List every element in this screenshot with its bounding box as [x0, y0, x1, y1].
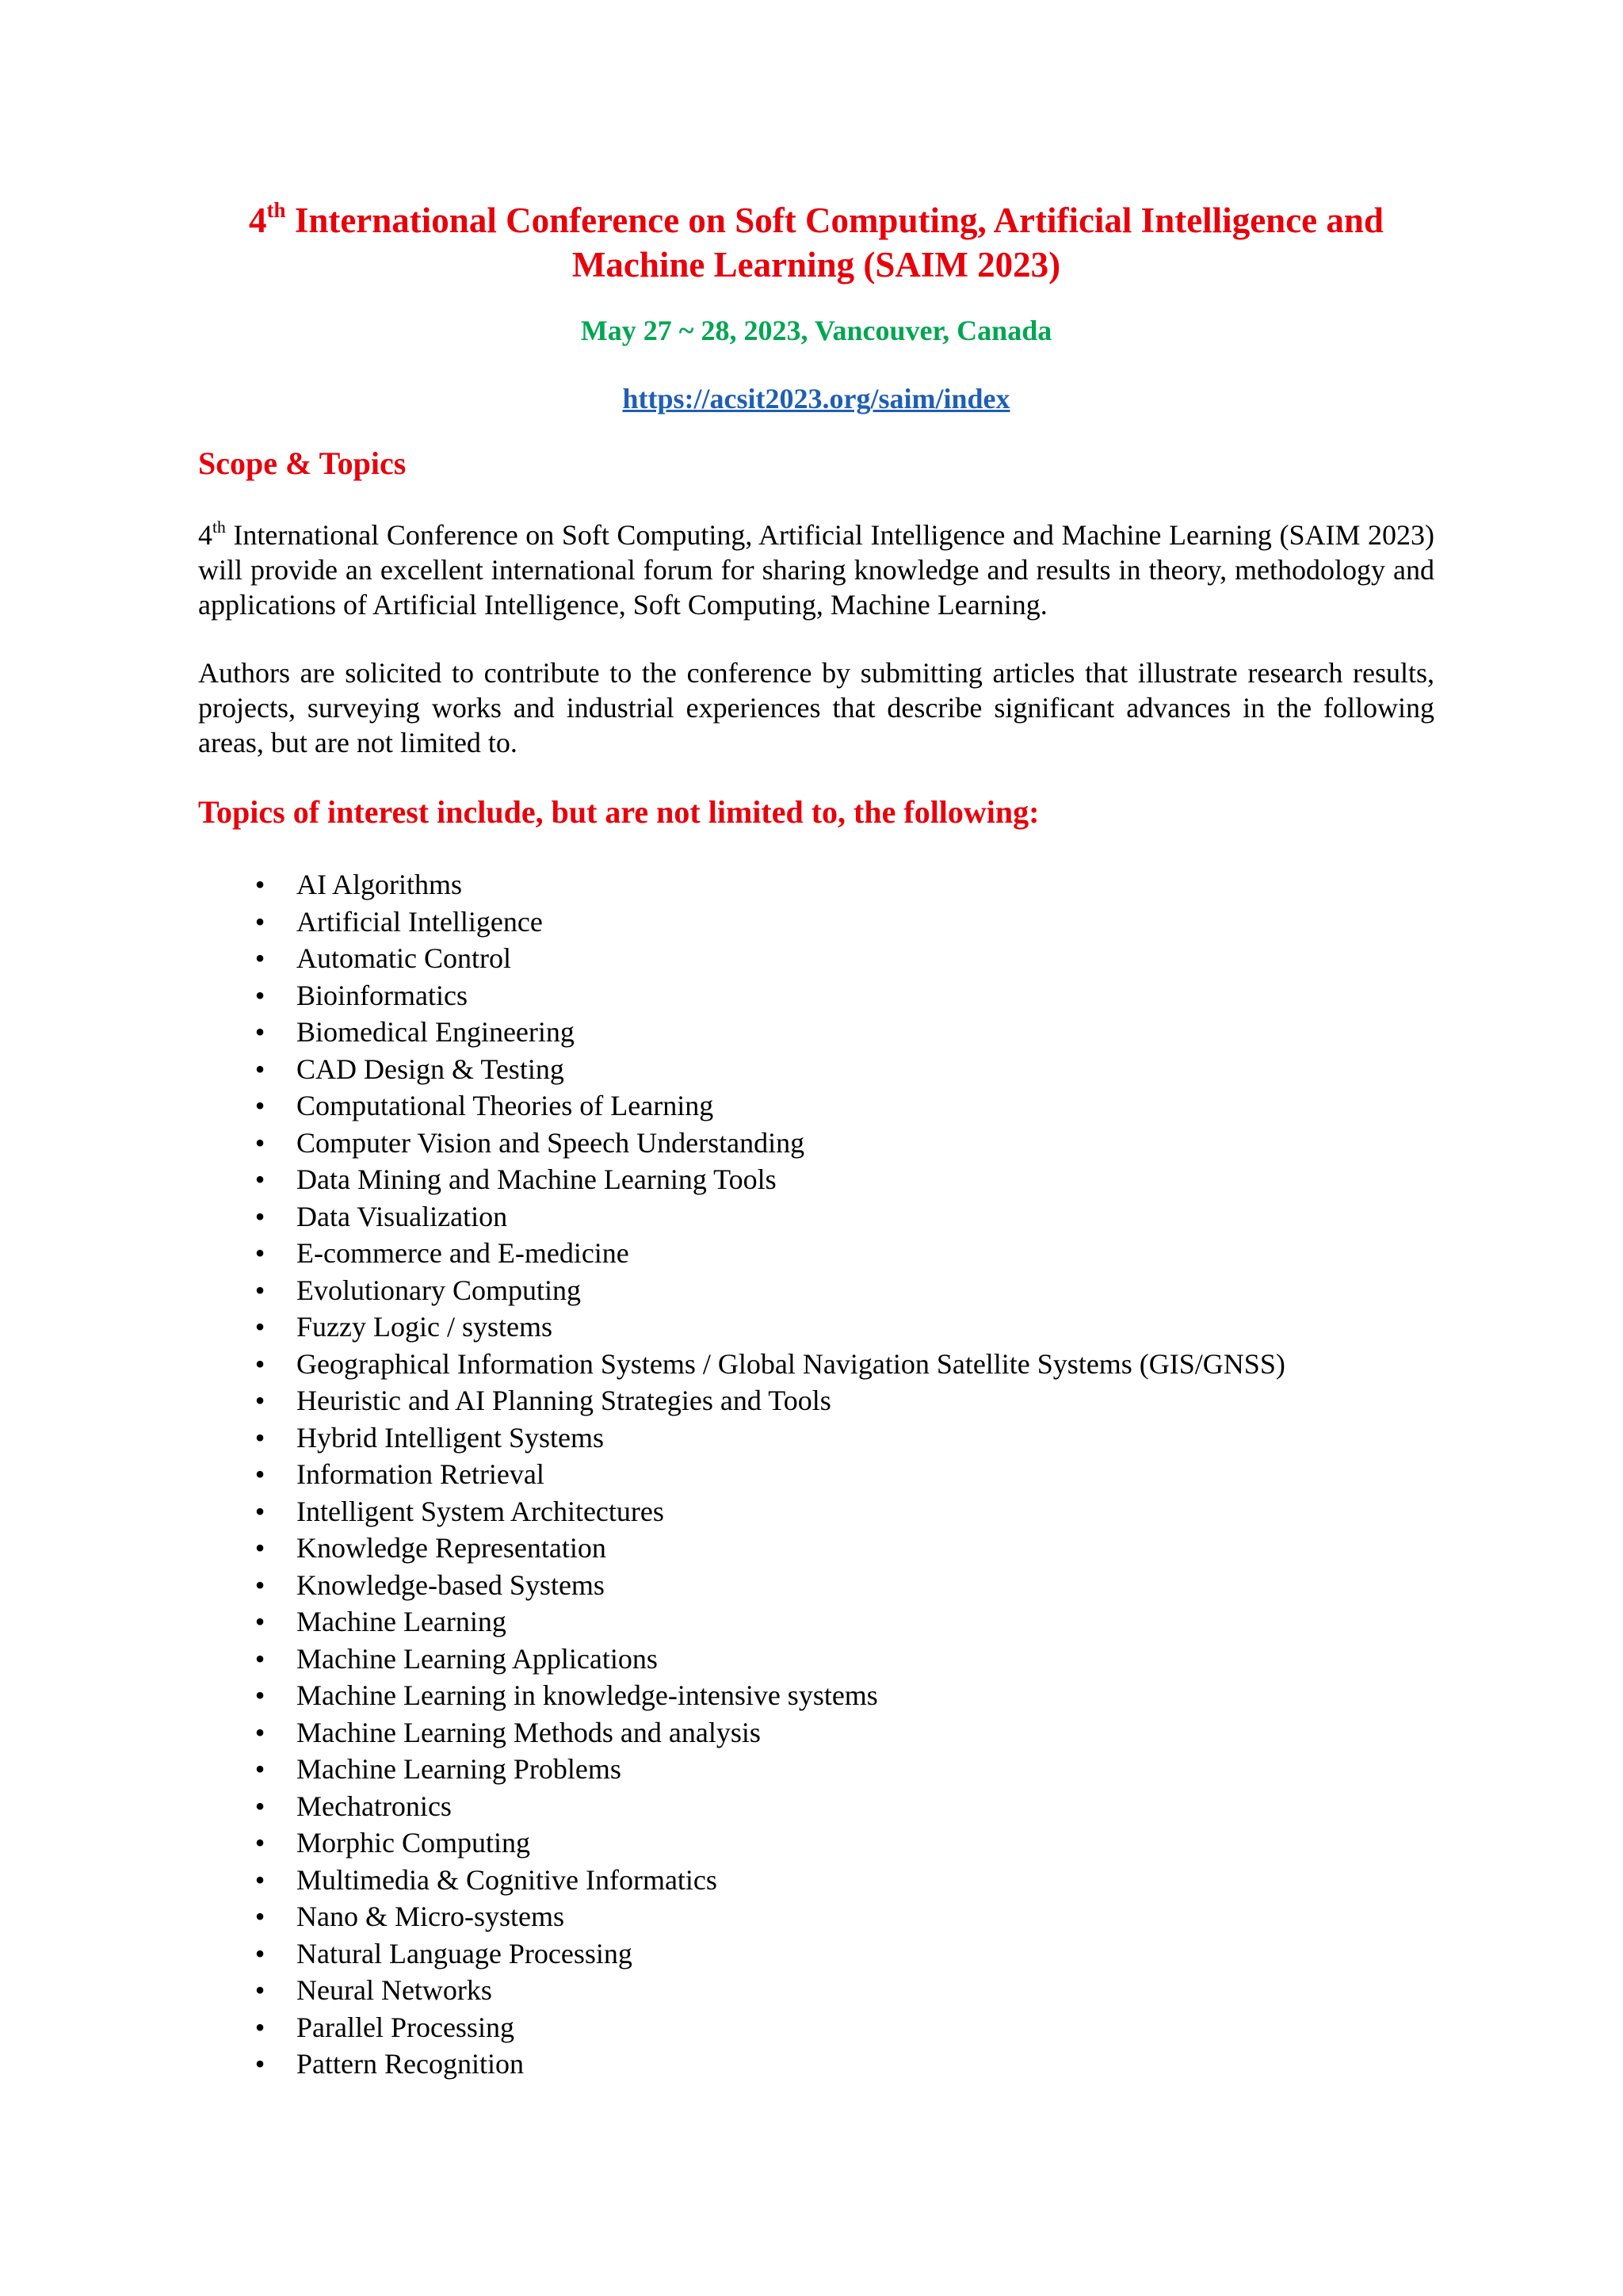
topic-label: Natural Language Processing: [296, 1937, 632, 1969]
conference-url-link[interactable]: https://acsit2023.org/saim/index: [622, 383, 1010, 415]
topic-list-item: [198, 866, 1434, 904]
title-text: International Conference on Soft Computing, Artificial Intelligence and Machine Learning (SAIM 2023): [285, 201, 1384, 285]
topic-list-item: [198, 1824, 1434, 1862]
topic-label: Morphic Computing: [296, 1827, 530, 1859]
bullet-icon: •: [254, 1753, 265, 1785]
topic-list-item: [198, 1419, 1434, 1457]
scope-heading: Scope & Topics: [198, 445, 407, 481]
bullet-icon: •: [254, 1090, 265, 1121]
topic-list-item: [198, 1714, 1434, 1752]
bullet-icon: •: [254, 1016, 265, 1048]
topic-label: Automatic Control: [296, 942, 511, 974]
bullet-icon: •: [254, 905, 265, 938]
bullet-icon: •: [254, 1827, 265, 1859]
topic-list-item: [198, 1456, 1434, 1493]
bullet-icon: •: [254, 1495, 265, 1527]
topic-label: Knowledge-based Systems: [296, 1568, 605, 1601]
topic-label: Fuzzy Logic / systems: [296, 1311, 552, 1343]
topic-list-item: [198, 1493, 1434, 1530]
topic-label: Multimedia & Cognitive Informatics: [296, 1863, 717, 1896]
topic-label: Machine Learning: [296, 1606, 506, 1637]
bullet-icon: •: [254, 979, 265, 1011]
topic-list-item: [198, 1198, 1434, 1236]
topic-label: Evolutionary Computing: [296, 1274, 581, 1306]
topic-list-item: [198, 1346, 1434, 1383]
topic-list-item: [198, 1935, 1434, 1973]
topic-label: Nano & Micro-systems: [296, 1901, 564, 1932]
topic-label: CAD Design & Testing: [296, 1052, 564, 1085]
bullet-icon: •: [254, 869, 265, 900]
topic-list-item: [198, 1308, 1434, 1346]
topic-list-item: [198, 1051, 1434, 1088]
topic-label: Hybrid Intelligent Systems: [296, 1421, 604, 1454]
topic-label: Data Mining and Machine Learning Tools: [296, 1163, 777, 1195]
topic-label: Computer Vision and Speech Understanding: [296, 1126, 805, 1159]
bullet-icon: •: [254, 1863, 265, 1896]
bullet-icon: •: [254, 1679, 265, 1711]
bullet-icon: •: [254, 1237, 265, 1269]
topic-label: Machine Learning in knowledge-intensive systems: [296, 1679, 878, 1711]
bullet-icon: •: [254, 1790, 265, 1822]
topic-list-item: [198, 1161, 1434, 1198]
topic-label: Machine Learning Applications: [296, 1642, 658, 1675]
topic-label: Information Retrieval: [296, 1458, 544, 1490]
bullet-icon: •: [254, 1385, 265, 1416]
bullet-icon: •: [254, 2011, 265, 2043]
topic-label: Bioinformatics: [296, 979, 468, 1011]
topic-list-item: [198, 1603, 1434, 1641]
authors-paragraph: Authors are solicited to contribute to the conference by submitting articles that illustrate research results, projects, surveying works and industrial experiences that describe significant advances in the following areas, but are not limited to.: [198, 657, 1434, 758]
topic-label: AI Algorithms: [296, 869, 463, 900]
topic-label: Geographical Information Systems / Global Navigation Satellite Systems (GIS/GNSS): [296, 1347, 1285, 1380]
bullet-icon: •: [254, 1937, 265, 1969]
intro-text: International Conference on Soft Computing, Artificial Intelligence and Machine Learning (SAIM 2023) will provide an excellent international forum for sharing knowledge and results in theory, methodology and applications of Artificial Intelligence, Soft Computing, Machine Learning.: [198, 519, 1434, 621]
topic-list-item: [198, 2046, 1434, 2083]
topic-list-item: [198, 1567, 1434, 1604]
topics-heading: Topics of interest include, but are not limited to, the following:: [198, 794, 1040, 830]
document-page: [198, 174, 1434, 2083]
bullet-icon: •: [254, 1347, 265, 1380]
intro-number: 4: [198, 519, 212, 551]
topic-list-item: [198, 1898, 1434, 1935]
conference-url-line: [198, 381, 1434, 416]
topic-list-item: [198, 1972, 1434, 2009]
topic-list-item: [198, 904, 1434, 941]
topic-label: Artificial Intelligence: [296, 905, 543, 938]
topic-label: Knowledge Representation: [296, 1532, 606, 1564]
topic-label: Data Visualization: [296, 1200, 508, 1232]
conference-dates: May 27 ~ 28, 2023, Vancouver, Canada: [580, 315, 1052, 346]
topic-list-item: [198, 1641, 1434, 1678]
topics-list: [198, 866, 1434, 2083]
topic-label: Neural Networks: [296, 1974, 492, 2006]
title-ordinal-suffix: th: [266, 198, 286, 223]
bullet-icon: •: [254, 1126, 265, 1159]
bullet-icon: •: [254, 1274, 265, 1306]
topic-list-item: [198, 1272, 1434, 1309]
topic-list-item: [198, 1014, 1434, 1051]
bullet-icon: •: [254, 1532, 265, 1564]
topic-list-item: [198, 1235, 1434, 1272]
topic-list-item: [198, 1677, 1434, 1714]
topic-list-item: [198, 1382, 1434, 1419]
bullet-icon: •: [254, 2048, 265, 2080]
topic-list-item: [198, 1125, 1434, 1162]
topic-list-item: [198, 940, 1434, 977]
topic-list-item: [198, 1751, 1434, 1788]
intro-ordinal-suffix: th: [212, 517, 226, 537]
bullet-icon: •: [254, 1311, 265, 1343]
topic-list-item: [198, 977, 1434, 1014]
topic-label: Biomedical Engineering: [296, 1016, 575, 1048]
topic-label: Computational Theories of Learning: [296, 1090, 714, 1121]
bullet-icon: •: [254, 1421, 265, 1454]
topic-label: Mechatronics: [296, 1790, 452, 1822]
topic-list-item: [198, 1087, 1434, 1125]
topic-list-item: [198, 2009, 1434, 2046]
topic-label: Machine Learning Methods and analysis: [296, 1716, 761, 1748]
conference-title: [198, 198, 1434, 287]
bullet-icon: •: [254, 1974, 265, 2006]
topic-label: E-commerce and E-medicine: [296, 1237, 629, 1269]
bullet-icon: •: [254, 1606, 265, 1637]
topic-list-item: [198, 1788, 1434, 1825]
topic-list-item: [198, 1530, 1434, 1567]
bullet-icon: •: [254, 1568, 265, 1601]
bullet-icon: •: [254, 942, 265, 974]
title-number: 4: [249, 201, 267, 240]
topic-list-item: [198, 1862, 1434, 1899]
topic-label: Machine Learning Problems: [296, 1753, 621, 1785]
topic-label: Parallel Processing: [296, 2011, 514, 2043]
bullet-icon: •: [254, 1200, 265, 1232]
topic-label: Pattern Recognition: [296, 2048, 524, 2080]
intro-paragraph: [198, 518, 1434, 622]
bullet-icon: •: [254, 1163, 265, 1195]
bullet-icon: •: [254, 1716, 265, 1748]
bullet-icon: •: [254, 1901, 265, 1932]
topic-label: Intelligent System Architectures: [296, 1495, 664, 1527]
bullet-icon: •: [254, 1458, 265, 1490]
topic-label: Heuristic and AI Planning Strategies and Tools: [296, 1385, 831, 1416]
bullet-icon: •: [254, 1642, 265, 1675]
bullet-icon: •: [254, 1052, 265, 1085]
